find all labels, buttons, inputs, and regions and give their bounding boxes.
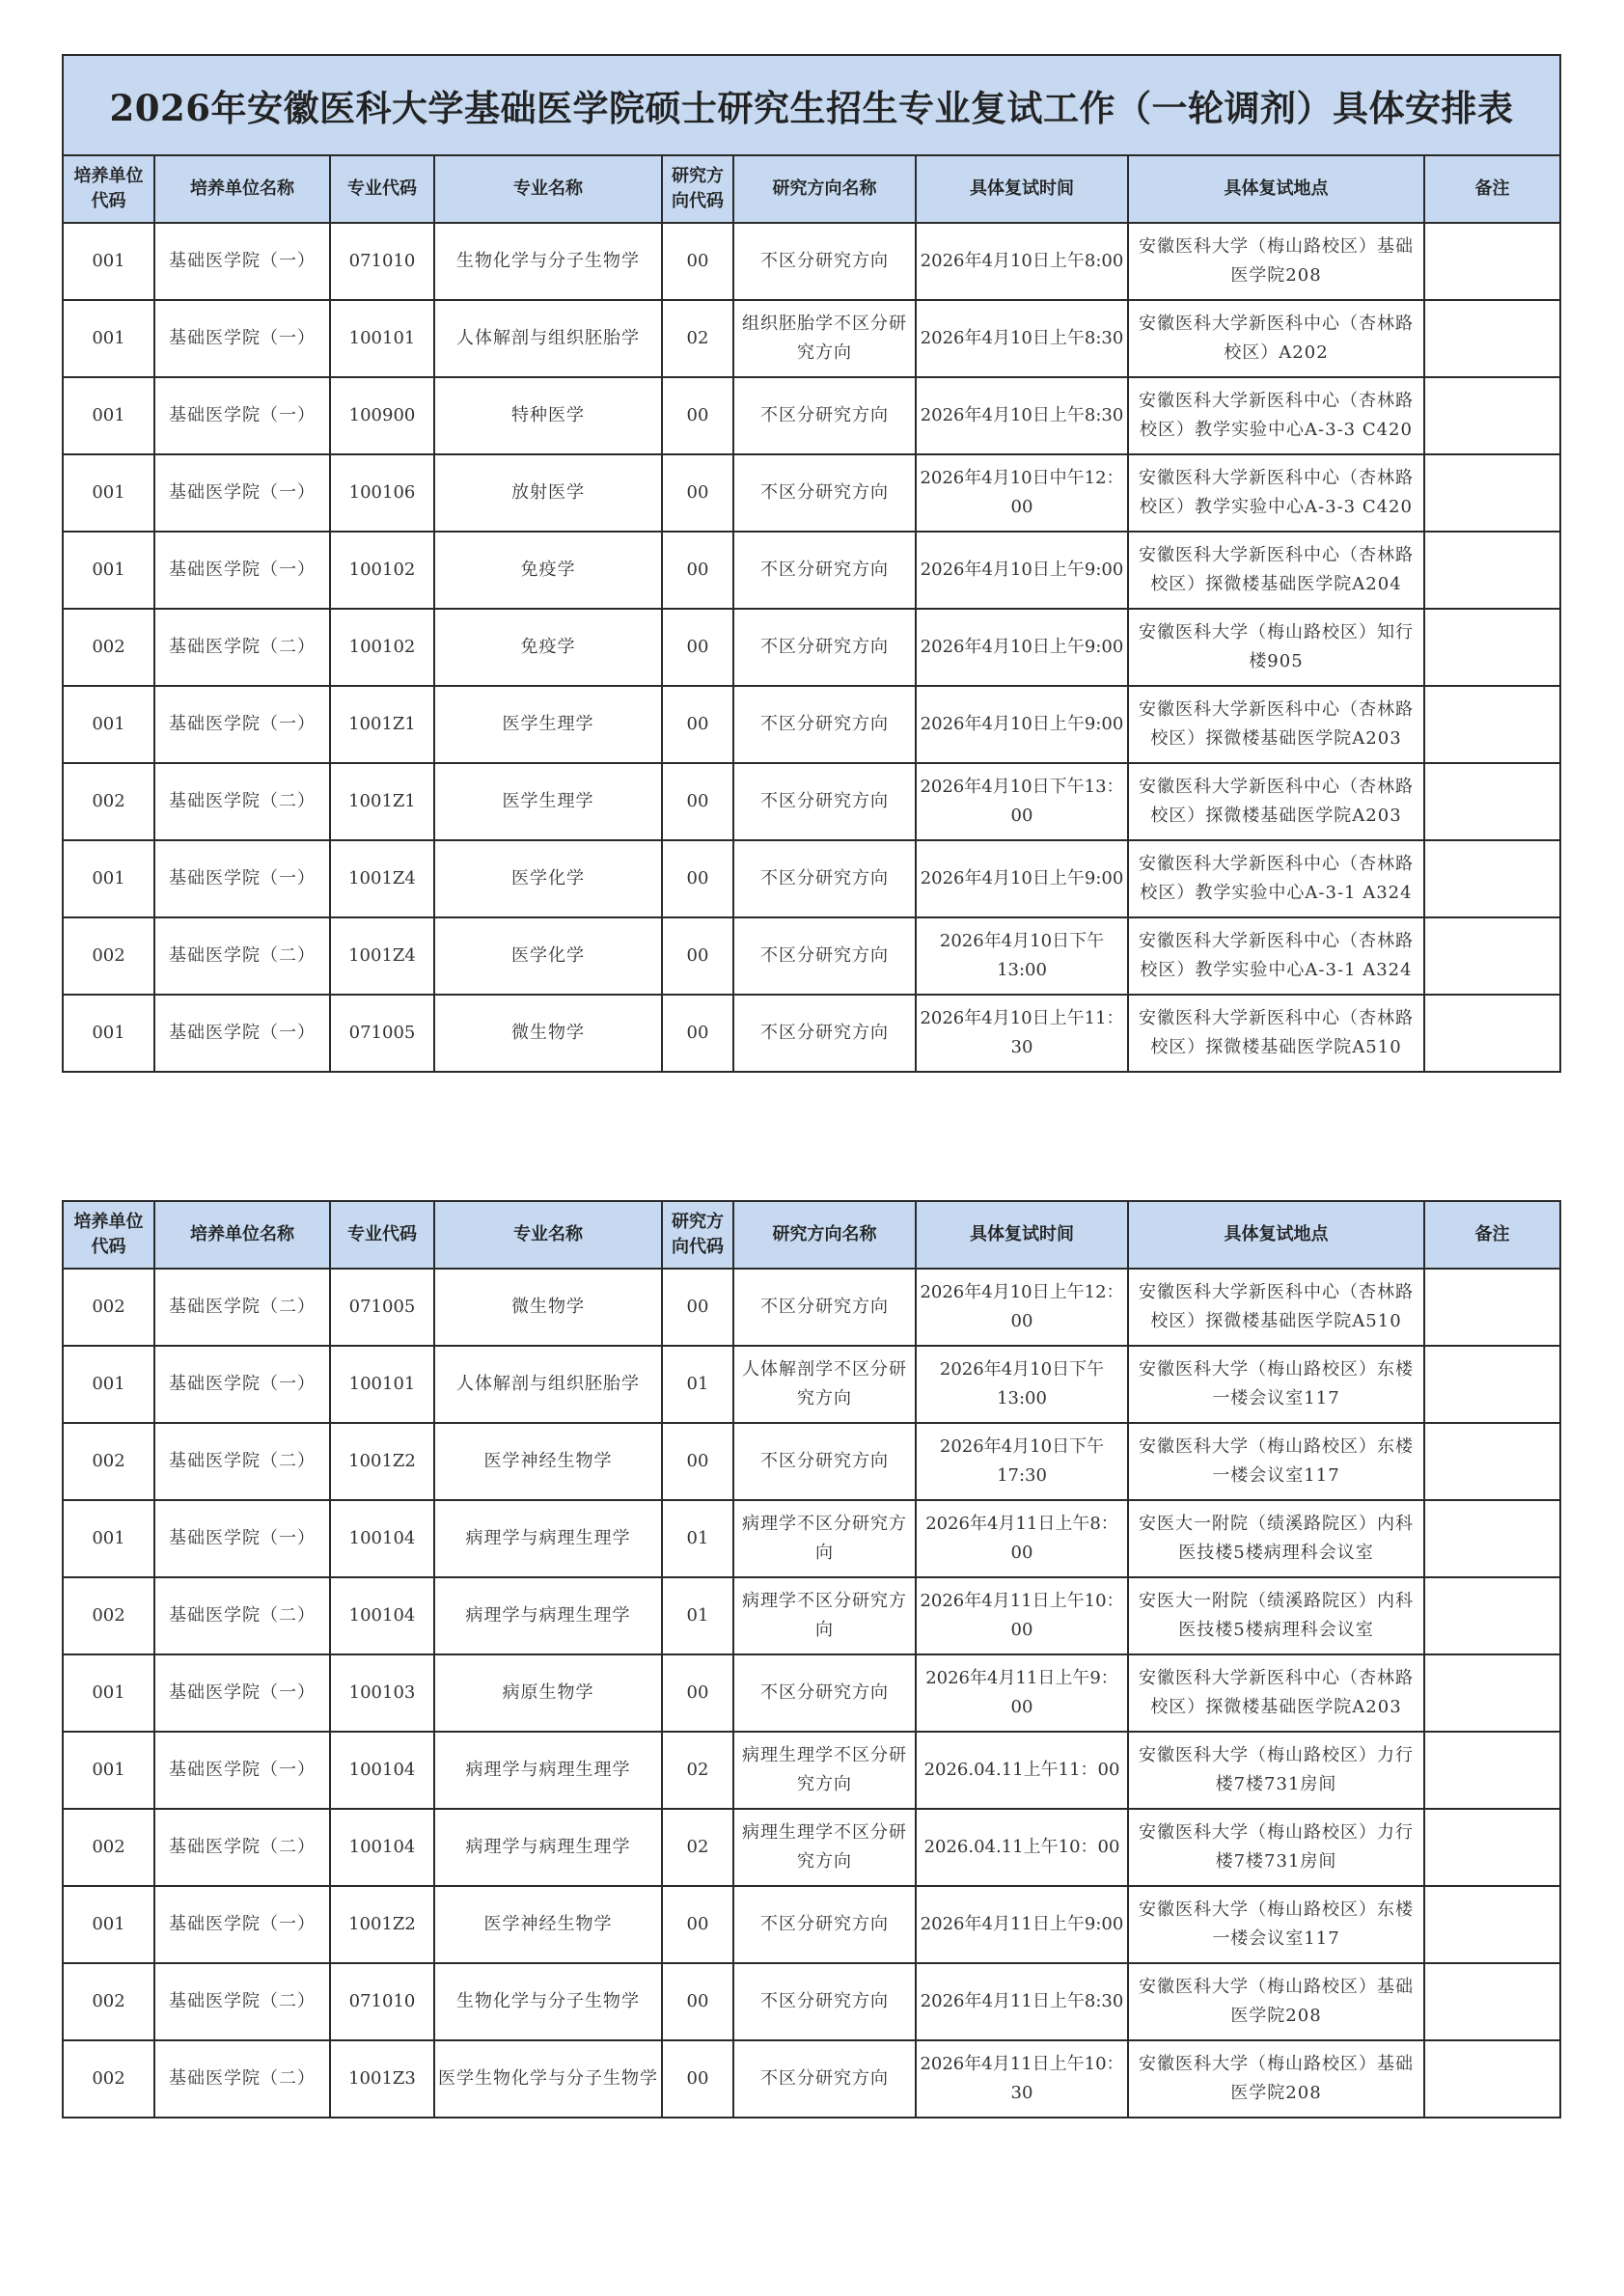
- cell-note: [1424, 223, 1560, 300]
- cell-place: 安徽医科大学新医科中心（杏林路校区）探微楼基础医学院A203: [1128, 1654, 1424, 1732]
- cell-direction-code: 00: [662, 1886, 733, 1963]
- cell-direction-name: 病理生理学不区分研究方向: [733, 1732, 916, 1809]
- table-row: [63, 1577, 1560, 1654]
- cell-direction-code: 01: [662, 1577, 733, 1654]
- cell-direction-name: 不区分研究方向: [733, 1423, 916, 1500]
- cell-unit-code: 001: [63, 840, 154, 917]
- cell-note: [1424, 609, 1560, 686]
- cell-unit-code: 001: [63, 377, 154, 454]
- cell-direction-code: 00: [662, 223, 733, 300]
- cell-place: 安徽医科大学新医科中心（杏林路校区）探微楼基础医学院A510: [1128, 1269, 1424, 1346]
- cell-direction-code: 00: [662, 1423, 733, 1500]
- cell-time: 2026年4月11日上午10：00: [916, 1577, 1128, 1654]
- table-row: [63, 917, 1560, 995]
- header-major-code: 专业代码: [330, 155, 434, 223]
- cell-unit-name: 基础医学院（一）: [154, 532, 330, 609]
- cell-unit-name: 基础医学院（一）: [154, 1500, 330, 1577]
- cell-major-code: 071005: [330, 1269, 434, 1346]
- cell-direction-code: 00: [662, 995, 733, 1072]
- cell-unit-name: 基础医学院（一）: [154, 840, 330, 917]
- cell-direction-name: 不区分研究方向: [733, 532, 916, 609]
- header-major-code: 专业代码: [330, 1201, 434, 1269]
- cell-direction-code: 00: [662, 763, 733, 840]
- cell-unit-code: 002: [63, 1577, 154, 1654]
- schedule-table-2: [62, 1200, 1561, 2118]
- cell-note: [1424, 2040, 1560, 2118]
- cell-unit-name: 基础医学院（一）: [154, 377, 330, 454]
- header-time: 具体复试时间: [916, 1201, 1128, 1269]
- cell-major-code: 071005: [330, 995, 434, 1072]
- cell-direction-code: 02: [662, 1732, 733, 1809]
- cell-major-code: 100101: [330, 300, 434, 377]
- cell-major-name: 病理学与病理生理学: [434, 1577, 662, 1654]
- cell-direction-code: 00: [662, 840, 733, 917]
- cell-unit-code: 002: [63, 1809, 154, 1886]
- schedule-table-1: [62, 54, 1561, 1073]
- header-place: 具体复试地点: [1128, 1201, 1424, 1269]
- cell-major-name: 免疫学: [434, 609, 662, 686]
- table-row: [63, 532, 1560, 609]
- cell-major-name: 特种医学: [434, 377, 662, 454]
- cell-time: 2026年4月10日上午8:30: [916, 300, 1128, 377]
- cell-major-name: 放射医学: [434, 454, 662, 532]
- cell-unit-code: 001: [63, 1654, 154, 1732]
- cell-time: 2026年4月10日上午9:00: [916, 686, 1128, 763]
- cell-direction-name: 不区分研究方向: [733, 2040, 916, 2118]
- cell-unit-code: 001: [63, 454, 154, 532]
- cell-unit-name: 基础医学院（二）: [154, 1809, 330, 1886]
- cell-direction-name: 不区分研究方向: [733, 454, 916, 532]
- cell-major-code: 100104: [330, 1577, 434, 1654]
- cell-major-code: 100900: [330, 377, 434, 454]
- cell-direction-code: 00: [662, 1963, 733, 2040]
- cell-direction-name: 病理学不区分研究方向: [733, 1500, 916, 1577]
- cell-place: 安徽医科大学新医科中心（杏林路校区）教学实验中心A-3-3 C420: [1128, 377, 1424, 454]
- page-title: 2026年安徽医科大学基础医学院硕士研究生招生专业复试工作（一轮调剂）具体安排表: [63, 55, 1560, 155]
- cell-direction-name: 不区分研究方向: [733, 763, 916, 840]
- table-row: [63, 454, 1560, 532]
- cell-major-name: 微生物学: [434, 1269, 662, 1346]
- cell-note: [1424, 1423, 1560, 1500]
- cell-direction-name: 不区分研究方向: [733, 917, 916, 995]
- cell-direction-code: 02: [662, 1809, 733, 1886]
- cell-unit-code: 001: [63, 1886, 154, 1963]
- cell-major-code: 100102: [330, 532, 434, 609]
- cell-time: 2026年4月11日上午9:00: [916, 1886, 1128, 1963]
- cell-major-name: 人体解剖与组织胚胎学: [434, 300, 662, 377]
- cell-unit-name: 基础医学院（二）: [154, 609, 330, 686]
- cell-place: 安徽医科大学新医科中心（杏林路校区）教学实验中心A-3-1 A324: [1128, 840, 1424, 917]
- cell-note: [1424, 917, 1560, 995]
- cell-note: [1424, 686, 1560, 763]
- header-unit-code: 培养单位代码: [63, 155, 154, 223]
- table-row: [63, 995, 1560, 1072]
- cell-time: 2026年4月10日上午11：30: [916, 995, 1128, 1072]
- cell-time: 2026年4月11日上午8：00: [916, 1500, 1128, 1577]
- cell-direction-name: 组织胚胎学不区分研究方向: [733, 300, 916, 377]
- table-row: [63, 1423, 1560, 1500]
- cell-major-code: 071010: [330, 223, 434, 300]
- cell-time: 2026年4月10日上午9:00: [916, 532, 1128, 609]
- table-row: [63, 2040, 1560, 2118]
- table-row: [63, 1346, 1560, 1423]
- cell-direction-name: 不区分研究方向: [733, 840, 916, 917]
- cell-major-name: 人体解剖与组织胚胎学: [434, 1346, 662, 1423]
- cell-unit-name: 基础医学院（二）: [154, 1269, 330, 1346]
- cell-unit-code: 002: [63, 609, 154, 686]
- cell-major-code: 100106: [330, 454, 434, 532]
- table-row: [63, 377, 1560, 454]
- cell-note: [1424, 377, 1560, 454]
- header-row: [63, 1201, 1560, 1269]
- cell-major-name: 微生物学: [434, 995, 662, 1072]
- cell-place: 安徽医科大学（梅山路校区）力行楼7楼731房间: [1128, 1809, 1424, 1886]
- table-row: [63, 223, 1560, 300]
- cell-unit-name: 基础医学院（一）: [154, 300, 330, 377]
- table-row: [63, 1500, 1560, 1577]
- cell-major-name: 病理学与病理生理学: [434, 1809, 662, 1886]
- cell-time: 2026年4月11日上午8:30: [916, 1963, 1128, 2040]
- cell-direction-code: 02: [662, 300, 733, 377]
- header-major-name: 专业名称: [434, 155, 662, 223]
- cell-major-name: 医学神经生物学: [434, 1886, 662, 1963]
- cell-unit-name: 基础医学院（二）: [154, 1423, 330, 1500]
- cell-major-name: 病理学与病理生理学: [434, 1500, 662, 1577]
- cell-unit-name: 基础医学院（一）: [154, 686, 330, 763]
- cell-unit-code: 002: [63, 763, 154, 840]
- header-note: 备注: [1424, 155, 1560, 223]
- cell-direction-code: 00: [662, 1654, 733, 1732]
- cell-note: [1424, 1809, 1560, 1886]
- cell-time: 2026.04.11上午10：00: [916, 1809, 1128, 1886]
- header-direction-name: 研究方向名称: [733, 1201, 916, 1269]
- cell-unit-code: 001: [63, 300, 154, 377]
- cell-time: 2026.04.11上午11：00: [916, 1732, 1128, 1809]
- cell-unit-name: 基础医学院（一）: [154, 1732, 330, 1809]
- cell-unit-name: 基础医学院（一）: [154, 1346, 330, 1423]
- table-row: [63, 1269, 1560, 1346]
- cell-major-name: 生物化学与分子生物学: [434, 1963, 662, 2040]
- cell-direction-name: 不区分研究方向: [733, 1269, 916, 1346]
- table-row: [63, 1963, 1560, 2040]
- cell-place: 安徽医科大学（梅山路校区）东楼一楼会议室117: [1128, 1886, 1424, 1963]
- header-direction-code: 研究方向代码: [662, 1201, 733, 1269]
- cell-major-code: 1001Z3: [330, 2040, 434, 2118]
- cell-direction-name: 不区分研究方向: [733, 1963, 916, 2040]
- cell-major-code: 1001Z2: [330, 1886, 434, 1963]
- cell-unit-name: 基础医学院（一）: [154, 1886, 330, 1963]
- cell-unit-code: 001: [63, 532, 154, 609]
- cell-major-code: 1001Z4: [330, 917, 434, 995]
- cell-direction-name: 不区分研究方向: [733, 995, 916, 1072]
- cell-unit-code: 002: [63, 917, 154, 995]
- cell-note: [1424, 995, 1560, 1072]
- cell-major-code: 100104: [330, 1732, 434, 1809]
- cell-major-code: 1001Z1: [330, 763, 434, 840]
- cell-major-name: 医学生理学: [434, 763, 662, 840]
- cell-unit-name: 基础医学院（二）: [154, 763, 330, 840]
- table-row: [63, 300, 1560, 377]
- cell-direction-name: 人体解剖学不区分研究方向: [733, 1346, 916, 1423]
- table-row: [63, 840, 1560, 917]
- cell-time: 2026年4月10日下午13:00: [916, 917, 1128, 995]
- cell-direction-name: 不区分研究方向: [733, 686, 916, 763]
- cell-major-name: 生物化学与分子生物学: [434, 223, 662, 300]
- cell-place: 安医大一附院（绩溪路院区）内科医技楼5楼病理科会议室: [1128, 1577, 1424, 1654]
- cell-major-code: 071010: [330, 1963, 434, 2040]
- cell-unit-code: 001: [63, 995, 154, 1072]
- cell-major-code: 100101: [330, 1346, 434, 1423]
- header-time: 具体复试时间: [916, 155, 1128, 223]
- cell-direction-code: 01: [662, 1346, 733, 1423]
- cell-time: 2026年4月10日中午12：00: [916, 454, 1128, 532]
- cell-direction-name: 病理生理学不区分研究方向: [733, 1809, 916, 1886]
- header-direction-name: 研究方向名称: [733, 155, 916, 223]
- cell-place: 安徽医科大学（梅山路校区）基础医学院208: [1128, 2040, 1424, 2118]
- cell-place: 安徽医科大学新医科中心（杏林路校区）探微楼基础医学院A204: [1128, 532, 1424, 609]
- cell-time: 2026年4月10日下午13:00: [916, 1346, 1128, 1423]
- cell-note: [1424, 1346, 1560, 1423]
- cell-direction-name: 不区分研究方向: [733, 377, 916, 454]
- cell-direction-code: 00: [662, 2040, 733, 2118]
- cell-place: 安徽医科大学新医科中心（杏林路校区）探微楼基础医学院A203: [1128, 686, 1424, 763]
- cell-major-name: 免疫学: [434, 532, 662, 609]
- cell-unit-code: 002: [63, 1963, 154, 2040]
- cell-place: 安徽医科大学（梅山路校区）东楼一楼会议室117: [1128, 1423, 1424, 1500]
- table-1-body: [63, 223, 1560, 1072]
- cell-time: 2026年4月10日下午13：00: [916, 763, 1128, 840]
- cell-major-name: 病原生物学: [434, 1654, 662, 1732]
- cell-unit-name: 基础医学院（一）: [154, 995, 330, 1072]
- header-row: [63, 155, 1560, 223]
- table-row: [63, 686, 1560, 763]
- cell-major-name: 医学神经生物学: [434, 1423, 662, 1500]
- cell-major-code: 100103: [330, 1654, 434, 1732]
- cell-unit-code: 001: [63, 1500, 154, 1577]
- cell-unit-name: 基础医学院（一）: [154, 454, 330, 532]
- cell-time: 2026年4月10日上午12：00: [916, 1269, 1128, 1346]
- table-row: [63, 1886, 1560, 1963]
- cell-major-code: 100104: [330, 1809, 434, 1886]
- cell-major-code: 1001Z2: [330, 1423, 434, 1500]
- cell-unit-code: 002: [63, 2040, 154, 2118]
- cell-direction-code: 00: [662, 1269, 733, 1346]
- header-unit-name: 培养单位名称: [154, 1201, 330, 1269]
- cell-time: 2026年4月11日上午10：30: [916, 2040, 1128, 2118]
- cell-time: 2026年4月10日上午9:00: [916, 840, 1128, 917]
- cell-direction-name: 病理学不区分研究方向: [733, 1577, 916, 1654]
- table-row: [63, 609, 1560, 686]
- cell-unit-name: 基础医学院（二）: [154, 1577, 330, 1654]
- cell-major-code: 1001Z4: [330, 840, 434, 917]
- header-note: 备注: [1424, 1201, 1560, 1269]
- cell-direction-code: 00: [662, 917, 733, 995]
- cell-place: 安徽医科大学新医科中心（杏林路校区）探微楼基础医学院A510: [1128, 995, 1424, 1072]
- cell-unit-name: 基础医学院（二）: [154, 1963, 330, 2040]
- cell-place: 安徽医科大学新医科中心（杏林路校区）教学实验中心A-3-3 C420: [1128, 454, 1424, 532]
- cell-note: [1424, 763, 1560, 840]
- cell-major-code: 100102: [330, 609, 434, 686]
- cell-unit-code: 002: [63, 1423, 154, 1500]
- header-major-name: 专业名称: [434, 1201, 662, 1269]
- cell-unit-code: 001: [63, 223, 154, 300]
- cell-time: 2026年4月10日上午9:00: [916, 609, 1128, 686]
- table-row: [63, 1654, 1560, 1732]
- header-unit-code: 培养单位代码: [63, 1201, 154, 1269]
- table-row: [63, 763, 1560, 840]
- cell-note: [1424, 1269, 1560, 1346]
- cell-place: 安徽医科大学（梅山路校区）知行楼905: [1128, 609, 1424, 686]
- cell-note: [1424, 454, 1560, 532]
- cell-time: 2026年4月10日上午8:00: [916, 223, 1128, 300]
- cell-note: [1424, 1654, 1560, 1732]
- cell-direction-name: 不区分研究方向: [733, 1654, 916, 1732]
- cell-major-name: 医学生理学: [434, 686, 662, 763]
- table-row: [63, 1809, 1560, 1886]
- cell-place: 安医大一附院（绩溪路院区）内科医技楼5楼病理科会议室: [1128, 1500, 1424, 1577]
- cell-time: 2026年4月10日上午8:30: [916, 377, 1128, 454]
- table-2-body: [63, 1269, 1560, 2118]
- header-place: 具体复试地点: [1128, 155, 1424, 223]
- cell-note: [1424, 1886, 1560, 1963]
- cell-unit-code: 002: [63, 1269, 154, 1346]
- header-unit-name: 培养单位名称: [154, 155, 330, 223]
- cell-direction-name: 不区分研究方向: [733, 1886, 916, 1963]
- cell-direction-code: 00: [662, 377, 733, 454]
- cell-place: 安徽医科大学（梅山路校区）力行楼7楼731房间: [1128, 1732, 1424, 1809]
- cell-unit-name: 基础医学院（二）: [154, 2040, 330, 2118]
- cell-direction-code: 00: [662, 454, 733, 532]
- cell-unit-code: 001: [63, 686, 154, 763]
- cell-note: [1424, 1500, 1560, 1577]
- cell-unit-name: 基础医学院（二）: [154, 917, 330, 995]
- cell-major-code: 100104: [330, 1500, 434, 1577]
- cell-place: 安徽医科大学新医科中心（杏林路校区）探微楼基础医学院A203: [1128, 763, 1424, 840]
- cell-note: [1424, 1577, 1560, 1654]
- cell-place: 安徽医科大学（梅山路校区）基础医学院208: [1128, 1963, 1424, 2040]
- cell-place: 安徽医科大学新医科中心（杏林路校区）A202: [1128, 300, 1424, 377]
- cell-note: [1424, 840, 1560, 917]
- cell-unit-code: 001: [63, 1732, 154, 1809]
- cell-direction-code: 01: [662, 1500, 733, 1577]
- cell-major-name: 医学化学: [434, 840, 662, 917]
- cell-direction-code: 00: [662, 609, 733, 686]
- cell-place: 安徽医科大学新医科中心（杏林路校区）教学实验中心A-3-1 A324: [1128, 917, 1424, 995]
- cell-unit-name: 基础医学院（一）: [154, 223, 330, 300]
- cell-major-name: 医学化学: [434, 917, 662, 995]
- table-row: [63, 1732, 1560, 1809]
- cell-major-code: 1001Z1: [330, 686, 434, 763]
- cell-direction-name: 不区分研究方向: [733, 223, 916, 300]
- cell-note: [1424, 1732, 1560, 1809]
- cell-major-name: 病理学与病理生理学: [434, 1732, 662, 1809]
- cell-direction-name: 不区分研究方向: [733, 609, 916, 686]
- cell-unit-name: 基础医学院（一）: [154, 1654, 330, 1732]
- cell-time: 2026年4月11日上午9：00: [916, 1654, 1128, 1732]
- cell-note: [1424, 300, 1560, 377]
- cell-time: 2026年4月10日下午17:30: [916, 1423, 1128, 1500]
- cell-place: 安徽医科大学（梅山路校区）东楼一楼会议室117: [1128, 1346, 1424, 1423]
- cell-place: 安徽医科大学（梅山路校区）基础医学院208: [1128, 223, 1424, 300]
- cell-note: [1424, 1963, 1560, 2040]
- cell-unit-code: 001: [63, 1346, 154, 1423]
- cell-direction-code: 00: [662, 686, 733, 763]
- header-direction-code: 研究方向代码: [662, 155, 733, 223]
- cell-major-name: 医学生物化学与分子生物学: [434, 2040, 662, 2118]
- cell-direction-code: 00: [662, 532, 733, 609]
- cell-note: [1424, 532, 1560, 609]
